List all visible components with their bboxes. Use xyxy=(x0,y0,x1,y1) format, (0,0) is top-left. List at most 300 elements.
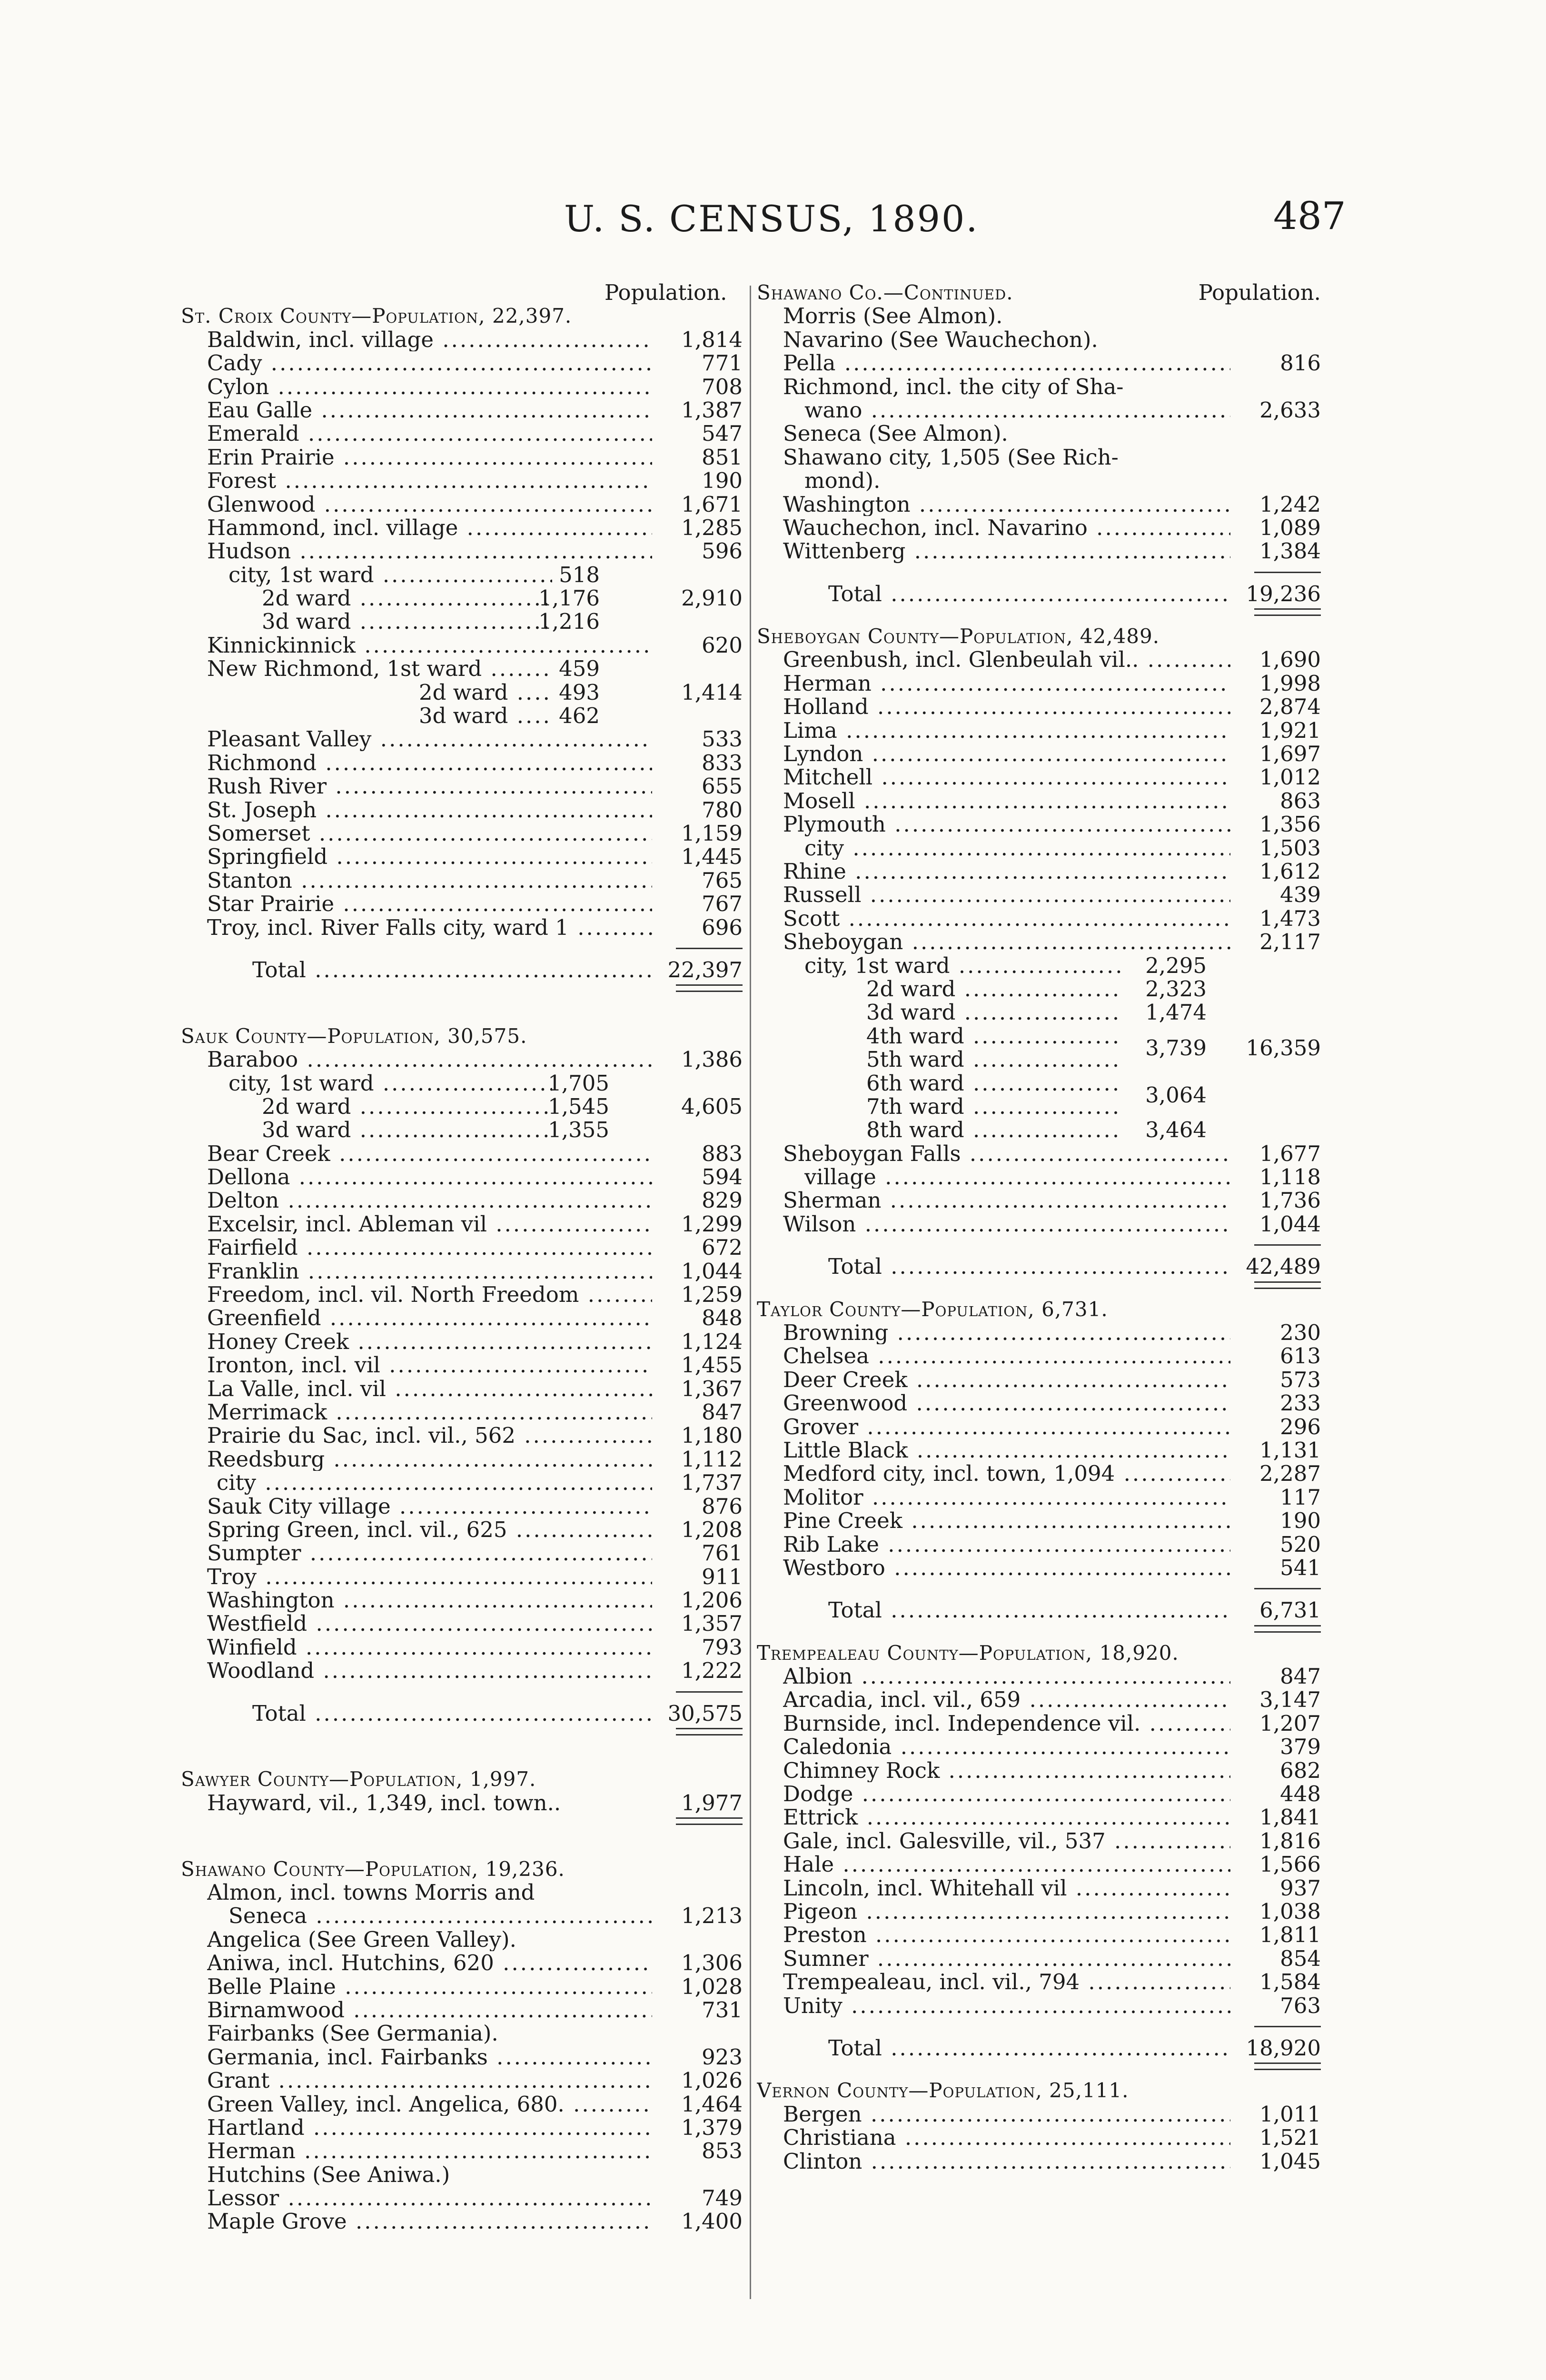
row-label: Angelica (See Green Valley). xyxy=(207,1927,516,1952)
total-row xyxy=(181,1702,743,1725)
subtotal-value: 1,545 xyxy=(548,1093,609,1119)
row-label: Troy ..... xyxy=(207,1565,652,1588)
row-value: 547 xyxy=(702,421,743,446)
row-value: 1,816 xyxy=(1259,1828,1321,1854)
row-label: Merrimack ..... xyxy=(207,1400,652,1424)
row-value: 1,044 xyxy=(681,1258,743,1284)
table-row xyxy=(757,1759,1321,1782)
table-row xyxy=(181,2045,743,2069)
row-value: 749 xyxy=(702,2185,743,2211)
row-value: 1,464 xyxy=(681,2091,743,2117)
row-value: 1,026 xyxy=(681,2068,743,2093)
table-row xyxy=(181,892,743,915)
row-label: village ..... xyxy=(804,1165,1230,1189)
row-value: 1,612 xyxy=(1259,858,1321,884)
row-label: Cylon ..... xyxy=(207,375,652,398)
row-label: Rhine ..... xyxy=(783,860,1230,883)
row-value: 1,690 xyxy=(1259,647,1321,673)
subtotal-value: 1,414 xyxy=(681,679,743,705)
subtotal-value: 1,474 xyxy=(1145,1000,1207,1025)
table-row xyxy=(181,1857,743,1881)
table-row xyxy=(181,1928,743,1951)
page-title: U. S. CENSUS, 1890. xyxy=(564,198,979,240)
row-label: Franklin ..... xyxy=(207,1259,652,1283)
table-row xyxy=(181,1353,743,1377)
table-row xyxy=(181,845,743,868)
row-value: 780 xyxy=(702,797,743,823)
section-heading: Sawyer County—Population, 1,997. xyxy=(181,1767,536,1791)
sum-rule xyxy=(1254,1588,1321,1589)
table-row xyxy=(757,1735,1321,1758)
sum-rule xyxy=(676,1691,743,1693)
row-value: 708 xyxy=(702,374,743,399)
row-value: 1,242 xyxy=(1259,491,1321,517)
row-value: 793 xyxy=(702,1634,743,1660)
row-label: Wilson ..... xyxy=(783,1212,1230,1236)
row-label: Almon, incl. towns Morris and xyxy=(207,1881,535,1904)
row-label: Grover ..... xyxy=(783,1415,1230,1438)
row-label: Seneca ..... xyxy=(228,1904,652,1927)
table-row xyxy=(181,1471,743,1494)
table-row xyxy=(757,907,1321,930)
row-value: 1,012 xyxy=(1259,764,1321,790)
row-label: Somerset ..... xyxy=(207,822,652,845)
row-value: 923 xyxy=(702,2044,743,2070)
row-value: 1,503 xyxy=(1259,835,1321,861)
table-row xyxy=(757,1900,1321,1923)
section-heading: Shawano County—Population, 19,236. xyxy=(181,1857,565,1881)
row-value: 829 xyxy=(702,1188,743,1213)
row-label: Ironton, incl. vil ..... xyxy=(207,1353,652,1377)
table-row xyxy=(757,1688,1321,1711)
table-row xyxy=(181,375,743,398)
table-row xyxy=(181,516,743,539)
row-label: Herman ..... xyxy=(783,672,1230,695)
row-value: 771 xyxy=(702,350,743,376)
row-value: 1,222 xyxy=(681,1658,743,1684)
table-row xyxy=(757,422,1321,445)
row-label: 4th ward ..... xyxy=(866,1024,1121,1048)
row-label: Lincoln, incl. Whitehall vil ..... xyxy=(783,1876,1230,1900)
row-label: Grant ..... xyxy=(207,2069,652,2092)
table-row xyxy=(757,1533,1321,1556)
double-rule xyxy=(1254,2063,1321,2070)
row-label: Sherman ..... xyxy=(783,1189,1230,1212)
row-label: city ..... xyxy=(804,836,1230,860)
table-row xyxy=(757,1665,1321,1688)
row-value: 731 xyxy=(702,1997,743,2023)
row-value: 296 xyxy=(1280,1414,1321,1439)
row-label: Deer Creek ..... xyxy=(783,1368,1230,1391)
table-row xyxy=(181,1448,743,1471)
row-label: Christiana ..... xyxy=(783,2126,1230,2149)
row-label: 2d ward ..... xyxy=(262,1095,552,1118)
table-row xyxy=(757,1321,1321,1344)
table-row xyxy=(757,742,1321,765)
row-value: 1,455 xyxy=(681,1352,743,1378)
row-label: Maple Grove ..... xyxy=(207,2210,652,2233)
subtotal-value: 1,216 xyxy=(538,609,600,635)
row-label: Emerald ..... xyxy=(207,422,652,445)
row-label: Pine Creek ..... xyxy=(783,1509,1230,1532)
section-heading: Shawano Co.—Continued. xyxy=(757,281,1013,304)
table-row xyxy=(181,1024,743,1048)
row-value: 1,259 xyxy=(681,1282,743,1308)
row-value: 1,038 xyxy=(1259,1899,1321,1924)
subtotal-value: 3,464 xyxy=(1145,1117,1207,1143)
row-value: 765 xyxy=(702,867,743,893)
row-value: 1,285 xyxy=(681,515,743,540)
row-label: Hutchins (See Aniwa.) xyxy=(207,2162,450,2187)
table-row xyxy=(757,625,1321,648)
double-rule xyxy=(676,1728,743,1735)
ward-row xyxy=(757,977,1321,1001)
table-row xyxy=(757,1438,1321,1462)
row-label: Sumner ..... xyxy=(783,1947,1230,1970)
subtotal-value: 2,295 xyxy=(1145,952,1207,978)
row-value: 763 xyxy=(1280,1993,1321,2018)
table-row xyxy=(181,1767,743,1791)
row-label: Spring Green, incl. vil., 625 ..... xyxy=(207,1518,652,1541)
sum-rule xyxy=(1254,2026,1321,2027)
table-row xyxy=(181,304,743,327)
table-row xyxy=(757,516,1321,539)
table-row xyxy=(757,1212,1321,1236)
row-label: Total ..... xyxy=(252,958,652,982)
row-label: Clinton ..... xyxy=(783,2150,1230,2173)
table-row xyxy=(757,469,1321,492)
table-row xyxy=(757,328,1321,351)
row-value: 1,814 xyxy=(681,327,743,352)
row-value: 19,236 xyxy=(1246,581,1321,606)
table-row xyxy=(181,1565,743,1588)
row-label: Gale, incl. Galesville, vil., 537 ..... xyxy=(783,1829,1230,1853)
row-value: 1,180 xyxy=(681,1423,743,1448)
row-label: Birnamwood ..... xyxy=(207,1998,652,2022)
row-value: 1,387 xyxy=(681,397,743,423)
subtotal-value: 3,739 xyxy=(1145,1035,1207,1061)
table-row xyxy=(181,727,743,751)
row-value: 1,841 xyxy=(1259,1805,1321,1830)
row-label: Prairie du Sac, incl. vil., 562 ..... xyxy=(207,1424,652,1447)
row-label: Unity ..... xyxy=(783,1994,1230,2017)
ward-row xyxy=(181,704,743,727)
ward-row xyxy=(757,1118,1321,1141)
row-label: Hartland ..... xyxy=(207,2116,652,2139)
table-row xyxy=(757,813,1321,836)
row-value: 863 xyxy=(1280,788,1321,813)
table-row xyxy=(181,1142,743,1165)
row-label: Bergen ..... xyxy=(783,2102,1230,2126)
row-label: Hudson ..... xyxy=(207,539,652,563)
row-value: 1,473 xyxy=(1259,905,1321,931)
row-value: 520 xyxy=(1280,1531,1321,1557)
table-row xyxy=(757,719,1321,742)
row-label: Mitchell ..... xyxy=(783,765,1230,789)
row-label: 2d ward ..... xyxy=(866,977,1121,1001)
row-label: Wittenberg ..... xyxy=(783,539,1230,563)
row-label: Sauk City village ..... xyxy=(207,1495,652,1518)
double-rule xyxy=(1254,1625,1321,1633)
table-row xyxy=(181,634,743,657)
row-value: 876 xyxy=(702,1493,743,1519)
table-row xyxy=(757,493,1321,516)
row-label: Chelsea ..... xyxy=(783,1344,1230,1368)
table-row xyxy=(757,672,1321,695)
sum-rule xyxy=(676,948,743,949)
table-row xyxy=(181,328,743,351)
total-row xyxy=(757,582,1321,605)
table-row xyxy=(757,1142,1321,1165)
table-row xyxy=(181,469,743,492)
table-row xyxy=(181,916,743,939)
table-row xyxy=(181,869,743,892)
row-value: 1,677 xyxy=(1259,1140,1321,1166)
table-row xyxy=(181,1048,743,1071)
ward-row xyxy=(181,1095,743,1118)
row-label: Rib Lake ..... xyxy=(783,1533,1230,1556)
table-row xyxy=(757,1970,1321,1993)
table-row xyxy=(757,2150,1321,2173)
row-label: Lyndon ..... xyxy=(783,742,1230,765)
row-value: 937 xyxy=(1280,1875,1321,1901)
table-row xyxy=(757,648,1321,671)
row-label: Rush River ..... xyxy=(207,774,652,798)
row-label: Winfield ..... xyxy=(207,1636,652,1659)
section-heading: Taylor County—Population, 6,731. xyxy=(757,1297,1108,1321)
row-value: 2,117 xyxy=(1259,929,1321,955)
subtotal-value: 1,355 xyxy=(548,1117,609,1143)
row-value: 1,124 xyxy=(681,1329,743,1354)
table-row xyxy=(181,1881,743,1904)
row-value: 682 xyxy=(1280,1757,1321,1783)
table-row xyxy=(757,2102,1321,2126)
row-label: 3d ward ..... xyxy=(419,704,552,727)
table-row xyxy=(757,398,1321,422)
table-row xyxy=(757,883,1321,906)
table-row xyxy=(757,1189,1321,1212)
table-row xyxy=(757,539,1321,563)
row-label: Germania, incl. Fairbanks ..... xyxy=(207,2045,652,2069)
row-value: 1,356 xyxy=(1259,812,1321,837)
row-label: Hale ..... xyxy=(783,1853,1230,1876)
row-label: Little Black ..... xyxy=(783,1438,1230,1462)
table-row xyxy=(757,695,1321,718)
row-label: Morris (See Almon). xyxy=(783,304,1003,328)
row-label: Total ..... xyxy=(828,1255,1230,1278)
row-value: 1,386 xyxy=(681,1047,743,1072)
row-value: 1,206 xyxy=(681,1587,743,1613)
subtotal-value: 3,064 xyxy=(1145,1082,1207,1108)
row-value: 1,736 xyxy=(1259,1188,1321,1213)
row-label: Belle Plaine ..... xyxy=(207,1975,652,1998)
ward-row xyxy=(757,1048,1321,1071)
row-label: Richmond, incl. the city of Sha- xyxy=(783,375,1124,398)
table-row xyxy=(757,446,1321,469)
table-row xyxy=(757,1947,1321,1970)
ward-row xyxy=(757,1001,1321,1024)
table-row xyxy=(757,1641,1321,1665)
table-row xyxy=(181,1165,743,1189)
row-label: New Richmond, 1st ward ..... xyxy=(207,657,552,680)
column-divider xyxy=(750,286,751,2299)
table-row xyxy=(757,789,1321,813)
row-label: Delton ..... xyxy=(207,1189,652,1212)
table-row xyxy=(757,375,1321,398)
row-label: Woodland ..... xyxy=(207,1659,652,1682)
row-label: Trempealeau, incl. vil., 794 ..... xyxy=(783,1970,1230,1993)
subtotal-value: 2,910 xyxy=(681,585,743,611)
row-label: Ettrick ..... xyxy=(783,1805,1230,1829)
table-row xyxy=(181,422,743,445)
row-value: 767 xyxy=(702,891,743,917)
row-label: city, 1st ward ..... xyxy=(228,563,552,586)
table-row xyxy=(757,765,1321,789)
table-row xyxy=(181,2186,743,2210)
table-row xyxy=(181,1612,743,1635)
row-value: 1,299 xyxy=(681,1211,743,1237)
row-label: La Valle, incl. vil ..... xyxy=(207,1377,652,1400)
row-label: Westfield ..... xyxy=(207,1612,652,1635)
subtotal-value: 4,605 xyxy=(681,1093,743,1119)
row-label: Excelsir, incl. Ableman vil ..... xyxy=(207,1212,652,1236)
table-row xyxy=(181,1975,743,1998)
row-label: 8th ward ..... xyxy=(866,1118,1121,1141)
table-row xyxy=(757,2126,1321,2149)
table-row xyxy=(757,1556,1321,1579)
row-label: 2d ward ..... xyxy=(262,586,552,610)
row-value: 1,159 xyxy=(681,820,743,846)
row-label: Baraboo ..... xyxy=(207,1048,652,1071)
row-value: 1,207 xyxy=(1259,1710,1321,1736)
section-heading: Sauk County—Population, 30,575. xyxy=(181,1024,527,1048)
row-value: 190 xyxy=(1280,1508,1321,1534)
row-label: Bear Creek ..... xyxy=(207,1142,652,1165)
table-row xyxy=(181,774,743,798)
subtotal-value: 459 xyxy=(559,656,600,682)
row-value: 672 xyxy=(702,1235,743,1260)
page-number: 487 xyxy=(1273,194,1346,238)
row-label: Hayward, vil., 1,349, incl. town.. xyxy=(207,1791,561,1815)
total-row xyxy=(757,1598,1321,1622)
row-value: 533 xyxy=(702,726,743,752)
row-value: 613 xyxy=(1280,1343,1321,1369)
table-row xyxy=(181,1400,743,1424)
row-label: Total ..... xyxy=(828,582,1230,605)
row-label: Browning ..... xyxy=(783,1321,1230,1344)
row-label: Hammond, incl. village ..... xyxy=(207,516,652,539)
table-row xyxy=(181,1588,743,1612)
row-value: 851 xyxy=(702,444,743,470)
row-value: 620 xyxy=(702,632,743,658)
row-value: 1,044 xyxy=(1259,1211,1321,1237)
row-value: 1,112 xyxy=(681,1446,743,1472)
table-row xyxy=(181,446,743,469)
row-label: Eau Galle ..... xyxy=(207,398,652,422)
table-row xyxy=(181,1212,743,1236)
table-row xyxy=(181,2022,743,2045)
table-row xyxy=(181,1330,743,1353)
row-label: Baldwin, incl. village ..... xyxy=(207,328,652,351)
row-value: 18,920 xyxy=(1246,2035,1321,2061)
row-value: 833 xyxy=(702,750,743,775)
table-row xyxy=(757,1165,1321,1189)
section-heading: Sheboygan County—Population, 42,489. xyxy=(757,625,1160,648)
right-column xyxy=(757,281,1321,2328)
row-value: 1,384 xyxy=(1259,538,1321,564)
row-label: Burnside, incl. Independence vil. ..... xyxy=(783,1712,1230,1735)
table-row xyxy=(757,304,1321,327)
row-label: Chimney Rock ..... xyxy=(783,1759,1230,1782)
ward-row xyxy=(181,657,743,680)
row-value: 22,397 xyxy=(667,957,743,982)
table-row xyxy=(757,1415,1321,1438)
row-label: Medford city, incl. town, 1,094 ..... xyxy=(783,1462,1230,1485)
row-value: 2,633 xyxy=(1259,397,1321,423)
ward-row xyxy=(181,586,743,610)
row-label: Erin Prairie ..... xyxy=(207,446,652,469)
row-value: 655 xyxy=(702,774,743,799)
row-value: 1,357 xyxy=(681,1611,743,1636)
table-row xyxy=(757,1994,1321,2017)
total-row xyxy=(757,1255,1321,1278)
row-label: Mosell ..... xyxy=(783,789,1230,813)
table-row xyxy=(757,2079,1321,2102)
row-value: 448 xyxy=(1280,1781,1321,1807)
row-label: Shawano city, 1,505 (See Rich- xyxy=(783,445,1119,469)
row-label: Total ..... xyxy=(828,1598,1230,1622)
table-row xyxy=(757,1368,1321,1391)
row-label: Wauchechon, incl. Navarino ..... xyxy=(783,516,1230,539)
row-value: 1,998 xyxy=(1259,670,1321,696)
row-label: Sheboygan ..... xyxy=(783,930,1230,953)
row-label: Pella ..... xyxy=(783,351,1230,375)
subtotal-value: 1,176 xyxy=(538,585,600,611)
table-row xyxy=(181,2069,743,2092)
row-value: 847 xyxy=(1280,1664,1321,1689)
table-row xyxy=(181,539,743,563)
row-label: Arcadia, incl. vil., 659 ..... xyxy=(783,1688,1230,1711)
total-row xyxy=(181,958,743,982)
row-value: 1,213 xyxy=(681,1903,743,1929)
row-label: Navarino (See Wauchechon). xyxy=(783,327,1098,352)
ward-row xyxy=(181,1118,743,1141)
subtotal-value: 493 xyxy=(559,679,600,705)
row-label: Reedsburg ..... xyxy=(207,1448,652,1471)
table-row xyxy=(757,1805,1321,1829)
table-row xyxy=(757,836,1321,860)
row-label: Scott ..... xyxy=(783,907,1230,930)
row-value: 1,697 xyxy=(1259,741,1321,767)
row-value: 573 xyxy=(1280,1367,1321,1392)
sum-rule xyxy=(1254,572,1321,573)
ward-row xyxy=(757,1095,1321,1118)
section-heading: Trempealeau County—Population, 18,920. xyxy=(757,1641,1179,1665)
row-label: Sumpter ..... xyxy=(207,1541,652,1565)
row-label: 5th ward ..... xyxy=(866,1048,1121,1071)
row-label: Glenwood ..... xyxy=(207,493,652,516)
table-row xyxy=(181,822,743,845)
population-header xyxy=(181,281,743,304)
table-row xyxy=(757,860,1321,883)
row-value: 1,131 xyxy=(1259,1437,1321,1463)
row-label: 3d ward ..... xyxy=(262,1118,552,1141)
table-row xyxy=(181,1904,743,1927)
row-value: 379 xyxy=(1280,1734,1321,1760)
table-row xyxy=(757,1298,1321,1321)
table-row xyxy=(181,1541,743,1565)
row-label: 7th ward ..... xyxy=(866,1095,1121,1118)
